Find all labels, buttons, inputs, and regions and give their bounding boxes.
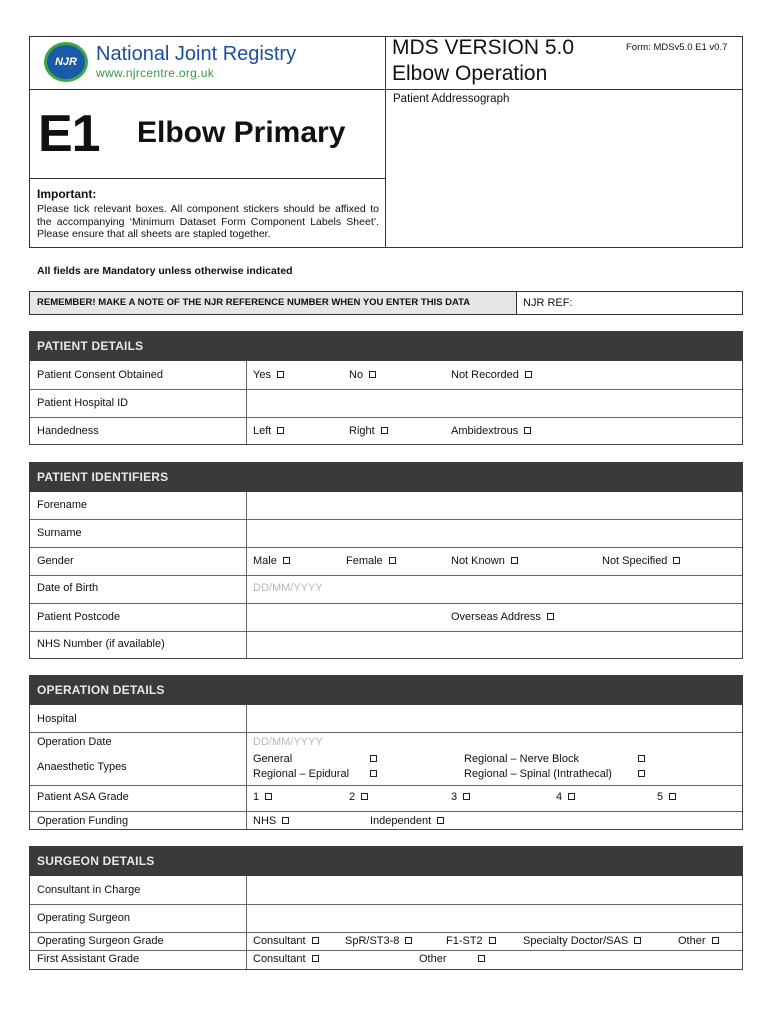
checkbox[interactable] bbox=[511, 557, 518, 564]
asa-4-option[interactable] bbox=[556, 791, 575, 803]
header-divider bbox=[385, 36, 386, 248]
important-title: Important: bbox=[37, 187, 97, 201]
row-divider bbox=[30, 932, 742, 933]
option-label: NHS bbox=[253, 815, 277, 827]
row-divider bbox=[30, 785, 742, 786]
patient-details-header: PATIENT DETAILS bbox=[29, 331, 743, 361]
checkbox[interactable] bbox=[282, 817, 289, 824]
checkbox[interactable] bbox=[361, 793, 368, 800]
option-label: Right bbox=[349, 425, 375, 437]
checkbox[interactable] bbox=[547, 613, 554, 620]
hand-left-option[interactable] bbox=[253, 425, 284, 437]
postcode-label: Patient Postcode bbox=[37, 611, 121, 623]
option-label: Consultant bbox=[253, 953, 306, 965]
checkbox[interactable] bbox=[312, 937, 319, 944]
option-label: Left bbox=[253, 425, 272, 437]
assistant-other-option[interactable] bbox=[419, 953, 447, 965]
option-label: 1 bbox=[253, 791, 260, 803]
gender-male-option[interactable] bbox=[253, 555, 290, 567]
option-label: No bbox=[349, 369, 364, 381]
anaes-spinal-checkbox[interactable] bbox=[638, 768, 645, 780]
anaes-spinal-option[interactable] bbox=[464, 768, 612, 780]
anaes-general-option[interactable] bbox=[253, 753, 292, 765]
hospital-label: Hospital bbox=[37, 713, 77, 725]
nhs-number-field[interactable] bbox=[246, 632, 742, 658]
funding-nhs-option[interactable] bbox=[253, 815, 289, 827]
form-code: Form: MDSv5.0 E1 v0.7 bbox=[626, 42, 728, 53]
gender-label: Gender bbox=[37, 555, 74, 567]
asa-grade-label: Patient ASA Grade bbox=[37, 791, 129, 803]
option-label: Male bbox=[253, 555, 277, 567]
checkbox[interactable] bbox=[283, 557, 290, 564]
option-label: Female bbox=[346, 555, 383, 567]
option-label: Not Known bbox=[451, 555, 505, 567]
assistant-other-checkbox[interactable] bbox=[478, 953, 485, 965]
checkbox[interactable] bbox=[312, 955, 319, 962]
option-label: Independent bbox=[370, 815, 432, 827]
anaes-nerve-option[interactable] bbox=[464, 753, 579, 765]
hospital-id-label: Patient Hospital ID bbox=[37, 397, 129, 409]
nhs-number-label: NHS Number (if available) bbox=[37, 638, 165, 650]
version-title: MDS VERSION 5.0 bbox=[392, 36, 575, 59]
consent-label: Patient Consent Obtained bbox=[37, 369, 163, 381]
row-divider bbox=[30, 811, 742, 812]
checkbox[interactable] bbox=[369, 371, 376, 378]
consent-no-option[interactable] bbox=[349, 369, 376, 381]
consent-yes-option[interactable] bbox=[253, 369, 284, 381]
overseas-address-option[interactable] bbox=[451, 611, 554, 623]
hand-right-option[interactable] bbox=[349, 425, 388, 437]
checkbox[interactable] bbox=[638, 755, 645, 762]
njr-logo-badge: NJR bbox=[44, 42, 88, 82]
grade-other-option[interactable] bbox=[678, 935, 719, 947]
option-label: Overseas Address bbox=[451, 611, 541, 623]
asa-5-option[interactable] bbox=[657, 791, 676, 803]
form-title: Elbow Primary bbox=[137, 116, 346, 149]
option-label: General bbox=[253, 753, 293, 765]
option-label: Specialty Doctor/SAS bbox=[523, 935, 629, 947]
grade-spr-option[interactable] bbox=[345, 935, 412, 947]
row-divider bbox=[30, 417, 742, 418]
consultant-in-charge-field[interactable] bbox=[246, 877, 742, 904]
operating-surgeon-field[interactable] bbox=[246, 905, 742, 932]
grade-specialty-option[interactable] bbox=[523, 935, 641, 947]
forename-field[interactable] bbox=[246, 493, 742, 519]
checkbox[interactable] bbox=[405, 937, 412, 944]
assistant-consultant-option[interactable] bbox=[253, 953, 319, 965]
option-label: Regional – Spinal (Intrathecal) bbox=[464, 768, 612, 780]
asa-2-option[interactable] bbox=[349, 791, 368, 803]
funding-label: Operation Funding bbox=[37, 815, 129, 827]
header-rule-1 bbox=[29, 89, 743, 90]
checkbox[interactable] bbox=[673, 557, 680, 564]
grade-f1-option[interactable] bbox=[446, 935, 496, 947]
checkbox[interactable] bbox=[277, 371, 284, 378]
option-label: 3 bbox=[451, 791, 458, 803]
checkbox[interactable] bbox=[634, 937, 641, 944]
dob-label: Date of Birth bbox=[37, 582, 99, 594]
dob-field[interactable]: DD/MM/YYYY bbox=[253, 582, 323, 594]
hospital-field[interactable] bbox=[246, 706, 742, 732]
hand-ambidextrous-option[interactable] bbox=[451, 425, 531, 437]
important-text: Please tick relevant boxes. All component stickers should be affixed to the accompanying ‘Minimum Dataset Form Component Labels Sheet’. Please ensure that all sheets are stapled together. bbox=[37, 203, 379, 240]
grade-consultant-option[interactable] bbox=[253, 935, 319, 947]
form-code-large: E1 bbox=[38, 105, 100, 163]
checkbox[interactable] bbox=[389, 557, 396, 564]
gender-not-specified-option[interactable] bbox=[602, 555, 680, 567]
option-label: Not Recorded bbox=[451, 369, 519, 381]
checkbox[interactable] bbox=[265, 793, 272, 800]
checkbox[interactable] bbox=[712, 937, 719, 944]
checkbox[interactable] bbox=[370, 755, 377, 762]
assistant-grade-label: First Assistant Grade bbox=[37, 953, 140, 965]
consultant-in-charge-label: Consultant in Charge bbox=[37, 884, 141, 896]
reminder-divider bbox=[516, 291, 517, 315]
logo-title: National Joint Registry bbox=[96, 43, 297, 65]
option-label: Ambidextrous bbox=[451, 425, 519, 437]
row-divider bbox=[30, 950, 742, 951]
option-label: Regional – Epidural bbox=[253, 768, 350, 780]
checkbox[interactable] bbox=[277, 427, 284, 434]
surgeon-details-header: SURGEON DETAILS bbox=[29, 846, 743, 876]
surgeon-grade-label: Operating Surgeon Grade bbox=[37, 935, 164, 947]
checkbox[interactable] bbox=[638, 770, 645, 777]
hospital-id-field[interactable] bbox=[246, 390, 742, 417]
option-label: Consultant bbox=[253, 935, 306, 947]
row-divider bbox=[30, 575, 742, 576]
option-label: Regional – Nerve Block bbox=[464, 753, 579, 765]
option-label: Not Specified bbox=[602, 555, 668, 567]
anaesthetic-label: Anaesthetic Types bbox=[37, 761, 127, 773]
checkbox[interactable] bbox=[525, 371, 532, 378]
option-label: Other bbox=[678, 935, 706, 947]
postcode-field[interactable] bbox=[246, 604, 446, 631]
option-label: F1-ST2 bbox=[446, 935, 483, 947]
row-divider bbox=[30, 732, 742, 733]
option-label: 2 bbox=[349, 791, 356, 803]
option-label: 4 bbox=[556, 791, 563, 803]
row-divider bbox=[30, 547, 742, 548]
handedness-label: Handedness bbox=[37, 425, 99, 437]
asa-1-option[interactable] bbox=[253, 791, 272, 803]
operation-title: Elbow Operation bbox=[392, 62, 548, 85]
njr-ref-label: NJR REF: bbox=[523, 297, 573, 309]
anaes-general-checkbox[interactable] bbox=[370, 753, 377, 765]
option-label: 5 bbox=[657, 791, 664, 803]
header-rule-2 bbox=[29, 178, 386, 179]
anaes-nerve-checkbox[interactable] bbox=[638, 753, 645, 765]
reminder-text: REMEMBER! MAKE A NOTE OF THE NJR REFERENCE NUMBER WHEN YOU ENTER THIS DATA bbox=[37, 297, 471, 308]
operation-date-field[interactable]: DD/MM/YYYY bbox=[253, 736, 323, 748]
surname-label: Surname bbox=[37, 527, 82, 539]
checkbox[interactable] bbox=[370, 770, 377, 777]
addressograph-label: Patient Addressograph bbox=[393, 93, 510, 105]
njr-ref-field[interactable] bbox=[580, 292, 742, 314]
checkbox[interactable] bbox=[437, 817, 444, 824]
checkbox[interactable] bbox=[568, 793, 575, 800]
checkbox[interactable] bbox=[524, 427, 531, 434]
option-label: Yes bbox=[253, 369, 271, 381]
funding-independent-option[interactable] bbox=[370, 815, 444, 827]
anaes-epidural-option[interactable] bbox=[253, 768, 349, 780]
checkbox[interactable] bbox=[381, 427, 388, 434]
consent-not-recorded-option[interactable] bbox=[451, 369, 532, 381]
operation-details-header: OPERATION DETAILS bbox=[29, 675, 743, 705]
mandatory-note: All fields are Mandatory unless otherwise indicated bbox=[37, 265, 293, 277]
operation-date-label: Operation Date bbox=[37, 736, 112, 748]
option-label: SpR/ST3-8 bbox=[345, 935, 400, 947]
checkbox[interactable] bbox=[489, 937, 496, 944]
gender-not-known-option[interactable] bbox=[451, 555, 518, 567]
operating-surgeon-label: Operating Surgeon bbox=[37, 912, 130, 924]
checkbox[interactable] bbox=[463, 793, 470, 800]
logo-url: www.njrcentre.org.uk bbox=[96, 66, 215, 80]
gender-female-option[interactable] bbox=[346, 555, 396, 567]
asa-3-option[interactable] bbox=[451, 791, 470, 803]
checkbox[interactable] bbox=[478, 955, 485, 962]
patient-identifiers-header: PATIENT IDENTIFIERS bbox=[29, 462, 743, 492]
surname-field[interactable] bbox=[246, 520, 742, 547]
anaes-epidural-checkbox[interactable] bbox=[370, 768, 377, 780]
option-label: Other bbox=[419, 953, 447, 965]
forename-label: Forename bbox=[37, 499, 88, 511]
checkbox[interactable] bbox=[669, 793, 676, 800]
